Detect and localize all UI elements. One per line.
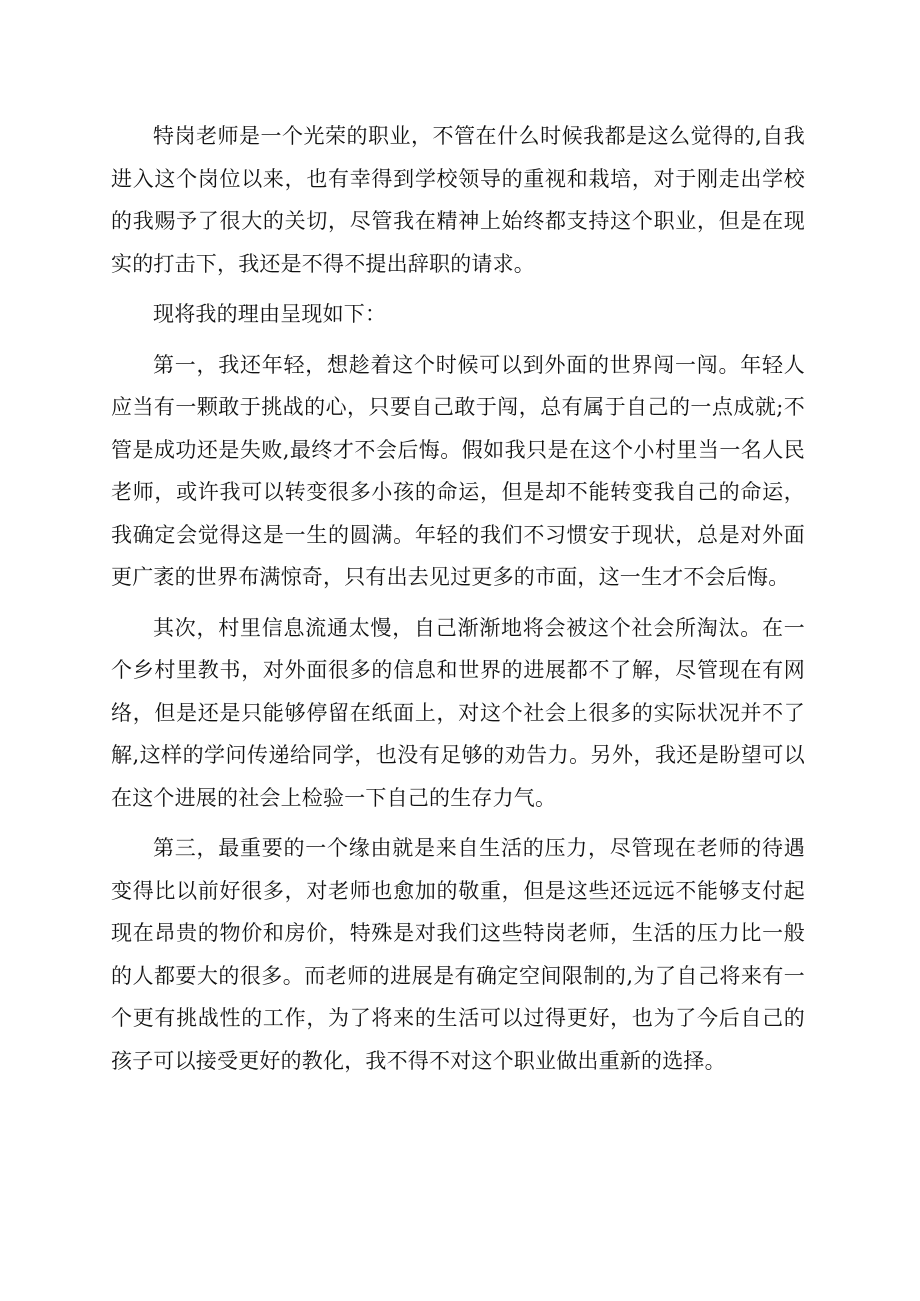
- paragraph-reason-third: 第三，最重要的一个缘由就是来自生活的压力，尽管现在老师的待遇变得比以前好很多，对老师也愈加的敬重，但是这些还远远不能够支付起现在昂贵的物价和房价，特殊是对我们这些特岗老师，生活的压力比一般的人都要大的很多。而老师的进展是有确定空间限制的,为了自己将来有一个更有挑战性的工作，为了将来的生活可以过得更好，也为了今后自己的孩子可以接受更好的教化，我不得不对这个职业做出重新的选择。: [111, 836, 805, 1073]
- document-body: [111, 115, 805, 1090]
- paragraph-reason-second: 其次，村里信息流通太慢，自己渐渐地将会被这个社会所淘汰。在一个乡村里教书，对外面很多的信息和世界的进展都不了解，尽管现在有网络，但是还是只能够停留在纸面上，对这个社会上很多的实际状况并不了解,这样的学问传递给同学，也没有足够的劝告力。另外，我还是盼望可以在这个进展的社会上检验一下自己的生存力气。: [111, 615, 805, 810]
- paragraph-reasons-heading: 现将我的理由呈现如下：: [153, 302, 387, 326]
- paragraph-intro: 特岗老师是一个光荣的职业，不管在什么时候我都是这么觉得的,自我进入这个岗位以来，也有幸得到学校领导的重视和栽培，对于刚走出学校的我赐予了很大的关切，尽管我在精神上始终都支持这个职业，但是在现实的打击下，我还是不得不提出辞职的请求。: [111, 124, 805, 276]
- paragraph-reason-first: 第一，我还年轻，想趁着这个时候可以到外面的世界闯一闯。年轻人应当有一颗敢于挑战的心，只要自己敢于闯，总有属于自己的一点成就;不管是成功还是失败,最终才不会后悔。假如我只是在这个小村里当一名人民老师，或许我可以转变很多小孩的命运，但是却不能转变我自己的命运，我确定会觉得这是一生的圆满。年轻的我们不习惯安于现状，总是对外面更广袤的世界布满惊奇，只有出去见过更多的市面，这一生才不会后悔。: [111, 352, 805, 589]
